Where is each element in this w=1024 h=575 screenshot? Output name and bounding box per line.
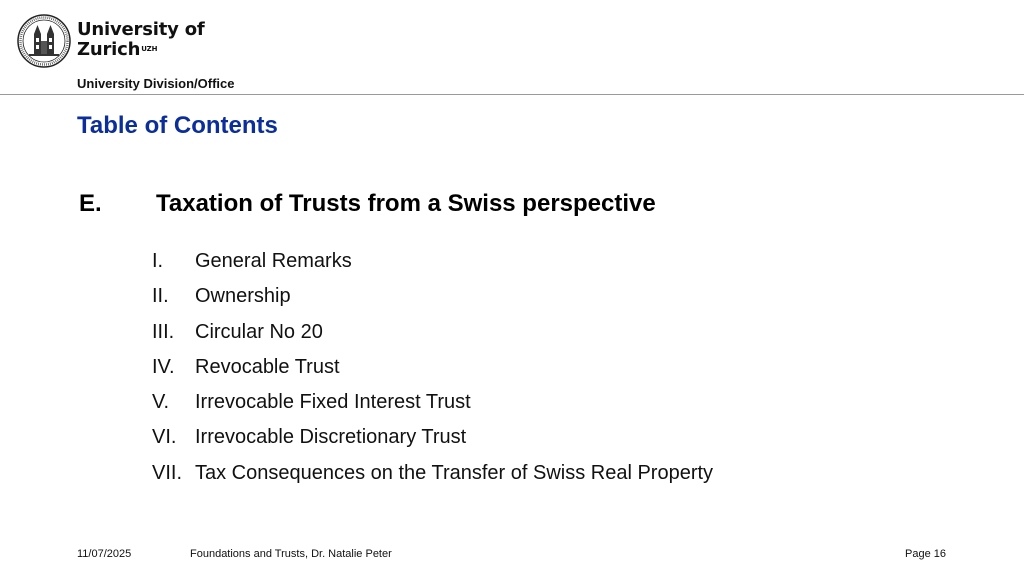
university-wordmark: [77, 20, 205, 60]
list-item-label: General Remarks: [195, 250, 352, 272]
list-item: [152, 424, 713, 459]
footer-date: 11/07/2025: [77, 548, 132, 560]
list-item-number: I.: [152, 250, 164, 272]
list-item-label: Revocable Trust: [195, 355, 340, 378]
section-title: Taxation of Trusts from a Swiss perspective: [156, 190, 656, 217]
division-label: University Division/Office: [77, 76, 235, 91]
list-item-number: V.: [152, 391, 170, 414]
footer-page-number: Page 16: [905, 548, 946, 560]
university-seal-logo: [17, 14, 71, 68]
wordmark-zurich: Zurich: [77, 39, 141, 60]
list-item-label: Irrevocable Fixed Interest Trust: [195, 391, 471, 414]
wordmark-superscript: UZH: [141, 45, 158, 53]
list-item-label: Ownership: [195, 285, 291, 308]
wordmark-line-1: University of: [77, 19, 205, 40]
header-divider: [0, 94, 1024, 95]
list-item: [152, 460, 713, 495]
section-heading: [79, 190, 656, 218]
list-item: [152, 283, 713, 318]
section-letter: E.: [79, 190, 102, 217]
footer-presentation-title: Foundations and Trusts, Dr. Natalie Peter: [190, 548, 392, 560]
page-title: Table of Contents: [77, 112, 278, 139]
list-item-number: VI.: [152, 426, 177, 449]
list-item-number: VII.: [152, 461, 183, 484]
list-item-number: III.: [152, 320, 175, 343]
list-item: [152, 389, 713, 424]
contents-list: [152, 248, 713, 495]
list-item: [152, 319, 713, 354]
list-item-number: IV.: [152, 355, 175, 378]
list-item-label: Tax Consequences on the Transfer of Swiss Real Property: [195, 461, 714, 484]
list-item: [152, 354, 713, 389]
wordmark-line-2: [77, 40, 205, 60]
list-item: [152, 248, 713, 283]
list-item-label: Irrevocable Discretionary Trust: [195, 426, 467, 449]
list-item-label: Circular No 20: [195, 320, 323, 343]
list-item-number: II.: [152, 285, 169, 308]
